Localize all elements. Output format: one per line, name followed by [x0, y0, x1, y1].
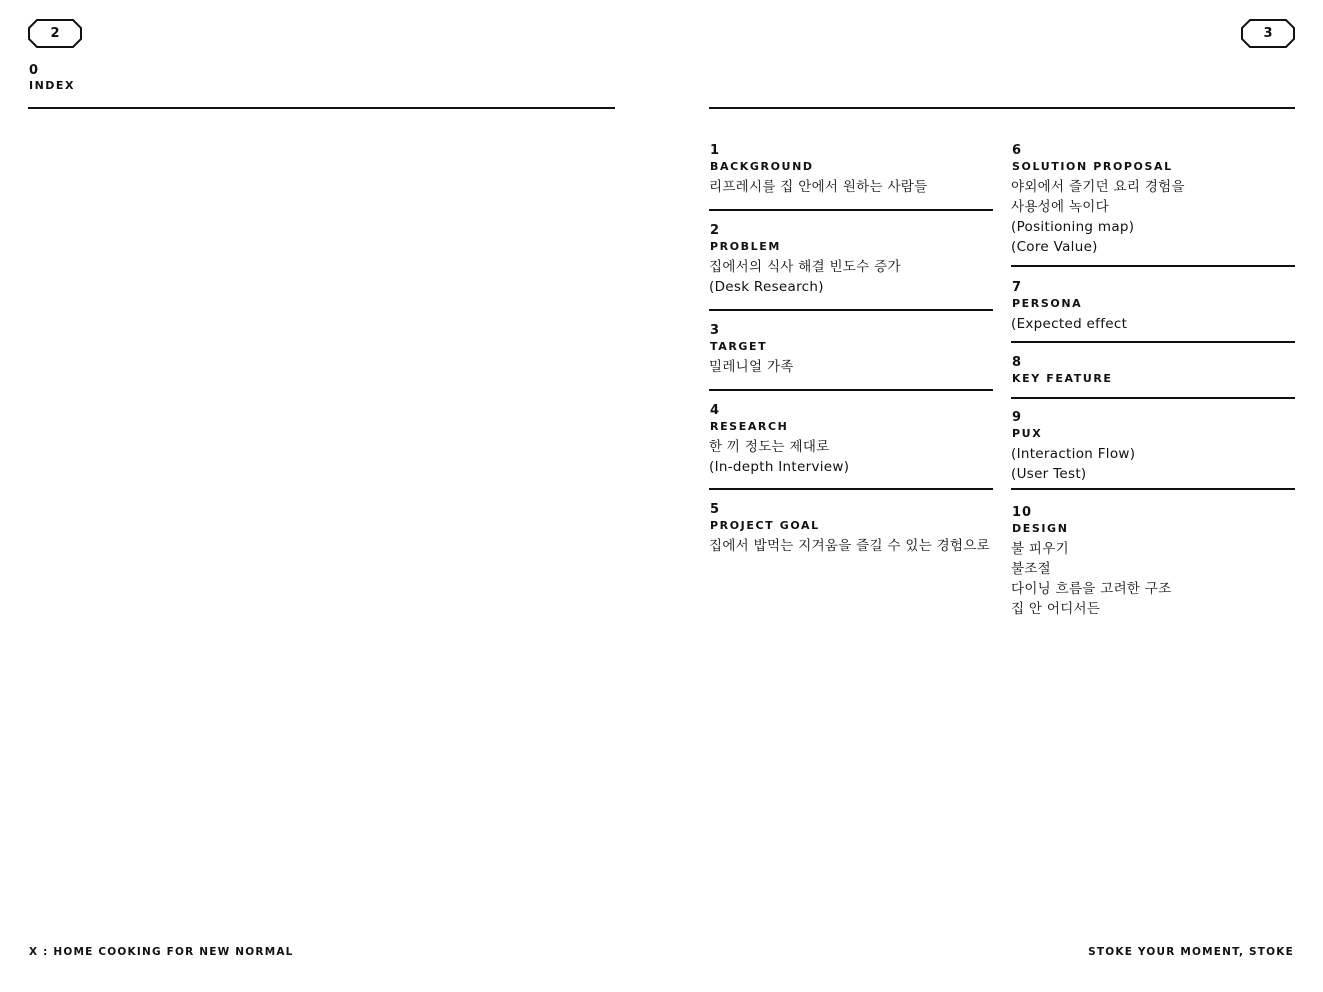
index-item-number: 1 — [710, 143, 721, 158]
section-heading — [29, 63, 75, 93]
index-item-description: 다이닝 흐름을 고려한 구조 — [1011, 581, 1172, 597]
index-item-description: 집 안 어디서든 — [1011, 601, 1101, 617]
index-item-8 — [1012, 355, 1113, 389]
index-item-description: 리프레시를 집 안에서 원하는 사람들 — [709, 179, 928, 195]
index-divider — [709, 309, 993, 311]
right-page-rule — [709, 107, 1295, 109]
index-item-description: (In-depth Interview) — [709, 459, 850, 475]
index-item-title: PROBLEM — [710, 240, 781, 253]
index-divider — [1011, 341, 1295, 343]
index-item-7 — [1012, 280, 1127, 334]
index-item-description: 야외에서 즐기던 요리 경험을 — [1011, 179, 1185, 195]
index-item-title: DESIGN — [1012, 522, 1069, 535]
left-footer: X : HOME COOKING FOR NEW NORMAL — [29, 946, 294, 958]
index-item-number: 7 — [1012, 280, 1023, 295]
index-divider — [1011, 265, 1295, 267]
index-item-10 — [1012, 505, 1172, 619]
section-number: 0 — [29, 63, 40, 78]
index-item-number: 4 — [710, 403, 721, 418]
index-item-description: (Desk Research) — [709, 279, 824, 295]
index-item-1 — [710, 143, 927, 197]
index-item-description: (Positioning map) — [1011, 219, 1135, 235]
index-divider — [709, 389, 993, 391]
index-item-description: (Core Value) — [1011, 239, 1098, 255]
index-item-number: 10 — [1012, 505, 1033, 520]
index-item-number: 5 — [710, 502, 721, 517]
index-item-number: 8 — [1012, 355, 1023, 370]
index-item-title: BACKGROUND — [710, 160, 814, 173]
index-item-title: TARGET — [710, 340, 768, 353]
index-item-2 — [710, 223, 901, 297]
index-divider — [709, 209, 993, 211]
index-item-title: PROJECT GOAL — [710, 519, 820, 532]
index-item-number: 6 — [1012, 143, 1023, 158]
index-item-title: KEY FEATURE — [1012, 372, 1113, 385]
index-item-description: (User Test) — [1011, 466, 1087, 482]
index-item-description: 불 피우기 — [1011, 541, 1069, 557]
index-item-description: 밀레니얼 가족 — [709, 359, 794, 375]
index-item-title: PUX — [1012, 427, 1043, 440]
index-item-number: 2 — [710, 223, 721, 238]
index-divider — [1011, 488, 1295, 490]
index-item-description: 집에서의 식사 해결 빈도수 증가 — [709, 259, 901, 275]
index-item-description: 한 끼 정도는 제대로 — [709, 439, 830, 455]
index-item-6 — [1012, 143, 1185, 257]
index-item-title: RESEARCH — [710, 420, 789, 433]
right-page-number: 3 — [1263, 26, 1273, 41]
index-divider — [1011, 397, 1295, 399]
index-item-4 — [710, 403, 849, 477]
index-item-description: 집에서 밥먹는 지겨움을 즐길 수 있는 경험으로 — [709, 538, 991, 554]
index-item-3 — [710, 323, 794, 377]
index-item-number: 9 — [1012, 410, 1023, 425]
index-item-description: (Expected effect — [1011, 316, 1128, 332]
index-item-description: 불조절 — [1011, 561, 1052, 577]
index-divider — [709, 488, 993, 490]
index-item-title: PERSONA — [1012, 297, 1083, 310]
index-item-9 — [1012, 410, 1135, 484]
index-item-description: 사용성에 녹이다 — [1011, 199, 1109, 215]
index-item-5 — [710, 502, 990, 556]
index-item-description: (Interaction Flow) — [1011, 446, 1136, 462]
section-title: INDEX — [29, 79, 75, 92]
index-item-number: 3 — [710, 323, 721, 338]
index-item-title: SOLUTION PROPOSAL — [1012, 160, 1173, 173]
left-page-number: 2 — [50, 26, 60, 41]
left-page-rule — [28, 107, 615, 109]
right-footer: STOKE YOUR MOMENT, STOKE — [1088, 946, 1294, 958]
